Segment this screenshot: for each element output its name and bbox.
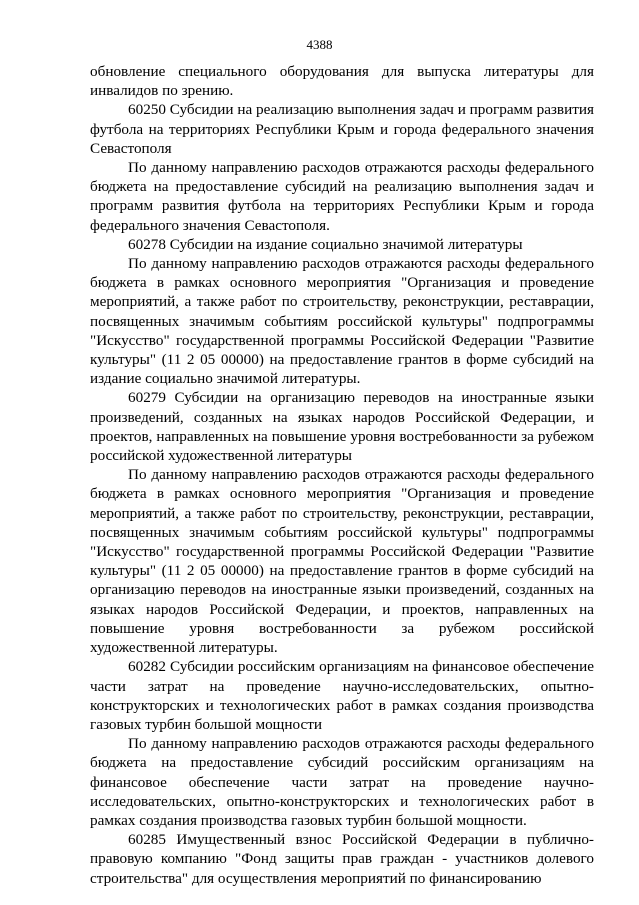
paragraph-60282-description: По данному направлению расходов отражаются расходы федерального бюджета на предоставление субсидий российским организациям на финансовое обеспечение части затрат на проведение научно-исследовательских, опытно-конструкторских и технологических работ в рамках создания производства газовых турбин большой мощности. <box>90 735 594 829</box>
paragraph-60278-description: По данному направлению расходов отражаются расходы федерального бюджета в рамках основного мероприятия "Организация и проведение мероприятий, а также работ по строительству, реконструкции, реставрации, посвященных значимым событиям российской культуры" подпрограммы "Искусство" государственной программы Российской Федерации "Развитие культуры" (11 2 05 00000) на предоставление грантов в форме субсидий на издание социально значимой литературы. <box>90 255 594 388</box>
paragraph-60250-description: По данному направлению расходов отражаются расходы федерального бюджета на предоставление субсидий на реализацию выполнения задач и программ развития футбола на территориях Республики Крым и города федерального значения Севастополя. <box>90 159 594 234</box>
heading-60250: 60250 Субсидии на реализацию выполнения задач и программ развития футбола на территориях Республики Крым и города федерального значения Севастополя <box>90 101 594 157</box>
heading-60279: 60279 Субсидии на организацию переводов на иностранные языки произведений, созданных на языках народов Российской Федерации, и проектов, направленных на повышение уровня востребованности за рубежом российской художественной литературы <box>90 389 594 465</box>
heading-60285: 60285 Имущественный взнос Российской Федерации в публично-правовую компанию "Фонд защиты прав граждан - участников долевого строительства" для осуществления мероприятий по финансированию <box>90 831 594 887</box>
paragraph-60279-description: По данному направлению расходов отражаются расходы федерального бюджета в рамках основного мероприятия "Организация и проведение мероприятий, а также работ по строительству, реконструкции, реставрации, посвященных значимым событиям российской культуры" подпрограммы "Искусство" государственной программы Российской Федерации "Развитие культуры" (11 2 05 00000) на предоставление грантов в форме субсидий на организацию переводов на иностранные языки произведений, созданных на языках народов Российской Федерации, и проектов, направленных на повышение уровня востребованности за рубежом российской художественной литературы. <box>90 466 594 657</box>
page-number: 4388 <box>306 37 333 52</box>
paragraph-continuation: обновление специального оборудования для выпуска литературы для инвалидов по зрению. <box>90 63 594 100</box>
heading-60282: 60282 Субсидии российским организациям на финансовое обеспечение части затрат на проведение научно-исследовательских, опытно-конструкторских и технологических работ в рамках создания производства газовых турбин большой мощности <box>90 658 594 733</box>
document-body <box>90 62 594 888</box>
heading-60278: 60278 Субсидии на издание социально значимой литературы <box>128 235 523 253</box>
